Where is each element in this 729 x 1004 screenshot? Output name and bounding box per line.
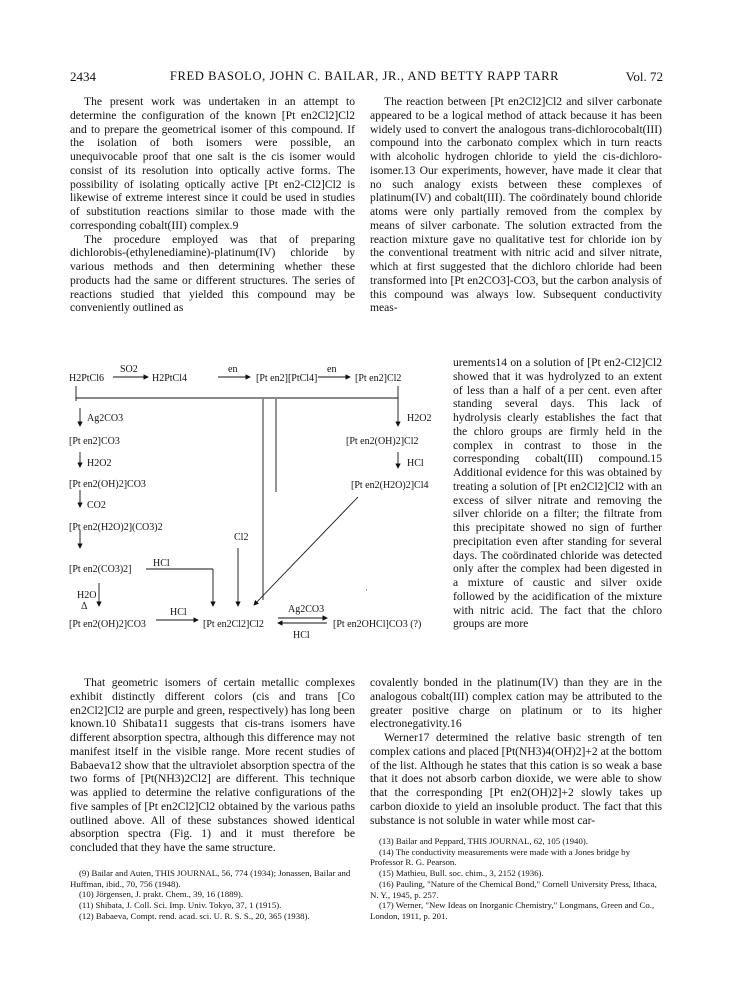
scheme-compound: [Pt en2(H2O)2](CO3)2 <box>69 522 163 533</box>
footnote: (17) Werner, "New Ideas on Inorganic Chemistry," Longmans, Green and Co., London, 1911, p. 201. <box>370 900 655 921</box>
scheme-reagent: HCl <box>170 607 187 618</box>
footnote: (14) The conductivity measurements were made with a Jones bridge by Professor R. G. Pearson. <box>370 846 630 868</box>
footnotes-right <box>370 836 662 922</box>
right-column-bottom <box>370 676 662 827</box>
scheme-compound: [Pt en2][PtCl4] <box>256 373 318 384</box>
scheme-compound: [Pt en2]Cl2 <box>355 373 402 384</box>
stray-mark: · <box>365 585 368 595</box>
scheme-reagent: Ag2CO3 <box>87 413 124 424</box>
scheme-reagent: CO2 <box>87 500 106 511</box>
scheme-reagent: Cl2 <box>234 532 249 543</box>
scheme-compound: H2PtCl6 <box>69 373 105 384</box>
scheme-reagent: HCl <box>293 630 310 641</box>
scheme-reagent: en <box>327 364 337 375</box>
scheme-reagent: H2O <box>77 590 97 601</box>
scheme-compound: [Pt en2(OH)2]CO3 <box>69 479 146 490</box>
scheme-reagent: SO2 <box>120 364 138 375</box>
scheme-reagent: Δ <box>81 601 88 612</box>
footnote: (13) Bailar and Peppard, THIS JOURNAL, 62, 105 (1940). <box>379 836 588 846</box>
scheme-compound: [Pt en2OHCl]CO3 (?) <box>333 619 422 630</box>
scheme-reagent: Ag2CO3 <box>288 604 325 615</box>
scheme-reagent: HCl <box>153 558 170 569</box>
paragraph: Werner17 determined the relative basic strength of ten complex cations and placed [Pt(NH3)4(OH)2]+2 at the bottom of the list. Although he states that this cation is so weak a base that it does not absorb carbon dioxide, we were able to show that the corresponding [Pt en2(OH)2]+2 slowly takes up carbon dioxide to yield an insoluble product. The fact that this substance is not soluble in water while most car- <box>370 731 662 827</box>
paragraph: urements14 on a solution of [Pt en2-Cl2]Cl2 showed that it was hydrolyzed to an extent of less than a half of a per cent. even after standing several days. This lack of hydrolysis clearly establishes the fact that the chloro groups are firmly held in the complex in contrast to those in the corresponding cobalt(III) compound.15 Additional evidence for this was obtained by treating a solution of [Pt en2Cl2]Cl2 with an excess of silver nitrate and removing the silver chloride on a filter; the filtrate from this precipitate showed no sign of further precipitation even after standing for several days. The coördinated chloride was detected only after the complex had been digested in a mixture of caustic and silver oxide followed by the acidification of the mixture with nitric acid. The fact that the chloro groups are more <box>453 356 662 631</box>
scheme-compound: [Pt en2Cl2]Cl2 <box>203 619 264 630</box>
paragraph: covalently bonded in the platinum(IV) than they are in the analogous cobalt(III) complex cation may be attributed to the greater positive charge on platinum or to its higher electronegativity.16 <box>370 676 662 731</box>
scheme-compound: [Pt en2(CO3)2] <box>69 564 132 575</box>
scheme-compound: [Pt en2(OH)2]CO3 <box>69 619 146 630</box>
footnote: (11) Shibata, J. Coll. Sci. Imp. Univ. Tokyo, 37, 1 (1915). <box>79 900 282 911</box>
footnote: (9) Bailar and Auten, THIS JOURNAL, 56, 774 (1934); Jonassen, Bailar and Huffman, ibid., 70, 756 (1948). <box>70 868 351 889</box>
running-title: FRED BASOLO, JOHN C. BAILAR, JR., AND BETTY RAPP TARR <box>169 69 560 83</box>
footnote: (12) Babaeva, Compt. rend. acad. sci. U. R. S. S., 20, 365 (1938). <box>79 910 310 921</box>
footnote: (16) Pauling, "Nature of the Chemical Bond," Cornell University Press, Ithaca, N. Y., 1945, p. 257. <box>370 878 657 900</box>
scheme-reagent: en <box>228 364 238 375</box>
footnote: (10) Jörgensen, J. prakt. Chem., 39, 16 (1889). <box>79 889 244 900</box>
scheme-reagent: HCl <box>407 458 424 469</box>
paragraph: The procedure employed was that of preparing dichlorobis-(ethylenediamine)-platinum(IV) chloride by various methods and then determining whether these products had the same or different structures. The series of reactions studied that yielded this compound may be conveniently outlined as <box>70 232 355 315</box>
paragraph: The present work was undertaken in an attempt to determine the configuration of the known [Pt en2Cl2]Cl2 and to prepare the geometrical isomer of this compound. If the isolation of both isomers were possible, an unequivocable proof that one salt is the cis isomer would consist of its resolution into optically active forms. The possibility of isolating optically active [Pt en2-Cl2]Cl2 is likewise of extreme interest since it could be used in studies of substitution reactions similar to those made with the corresponding cobalt(III) complex.9 <box>70 95 355 232</box>
footnotes-left <box>70 868 358 922</box>
scheme-reagent: H2O2 <box>87 458 112 469</box>
volume-label: Vol. 72 <box>625 69 663 84</box>
scheme-compound: [Pt en2]CO3 <box>69 436 120 447</box>
paragraph: That geometric isomers of certain metallic complexes exhibit distinctly different colors (cis and trans [Co en2Cl2]Cl2 are purple and green, respectively) has long been known.10 Shibata11 suggests that cis-trans isomers have different absorption spectra, although this difference may not manifest itself in the visible range. More recent studies of Babaeva12 show that the ultraviolet absorption spectra of the two forms of [Pt(NH3)2Cl2] are different. This technique was applied to determine the relative configurations of the five samples of [Pt en2Cl2]Cl2 obtained by the various paths outlined above. All of these substances showed identical absorption spectra (Fig. 1) and it must therefore be concluded that they have the same structure. <box>70 676 355 854</box>
scheme-compound: [Pt en2(OH)2]Cl2 <box>346 436 419 447</box>
page-number: 2434 <box>70 69 96 84</box>
scheme-compound: [Pt en2(H2O)2]Cl4 <box>351 480 429 491</box>
scheme-compound: H2PtCl4 <box>152 373 188 384</box>
paragraph: The reaction between [Pt en2Cl2]Cl2 and silver carbonate appeared to be a logical method of attack because it has been widely used to convert the analogous trans-dichlorocobalt(III) compound into the carbonato complex which in turn reacts with alcoholic hydrogen chloride to yield the cis-dichloro-isomer.13 Our experiments, however, have made it clear that no such analogy exists between these complexes of platinum(IV) and cobalt(III). The coördinately bound chloride atoms were only partially removed from the complex by means of silver carbonate. The solution extracted from the reaction mixture gave no qualitative test for chloride ion by the conventional treatment with nitric acid and silver nitrate, which at first suggested that the dichloro chloride had been transformed into [Pt en2CO3]-CO3, but the carbon analysis of this compound was always low. Subsequent conductivity meas- <box>370 95 662 315</box>
scheme-reagent: H2O2 <box>407 413 432 424</box>
left-column-bottom <box>70 676 355 855</box>
footnote: (15) Mathieu, Bull. soc. chim., 3, 2152 (1936). <box>379 868 544 879</box>
